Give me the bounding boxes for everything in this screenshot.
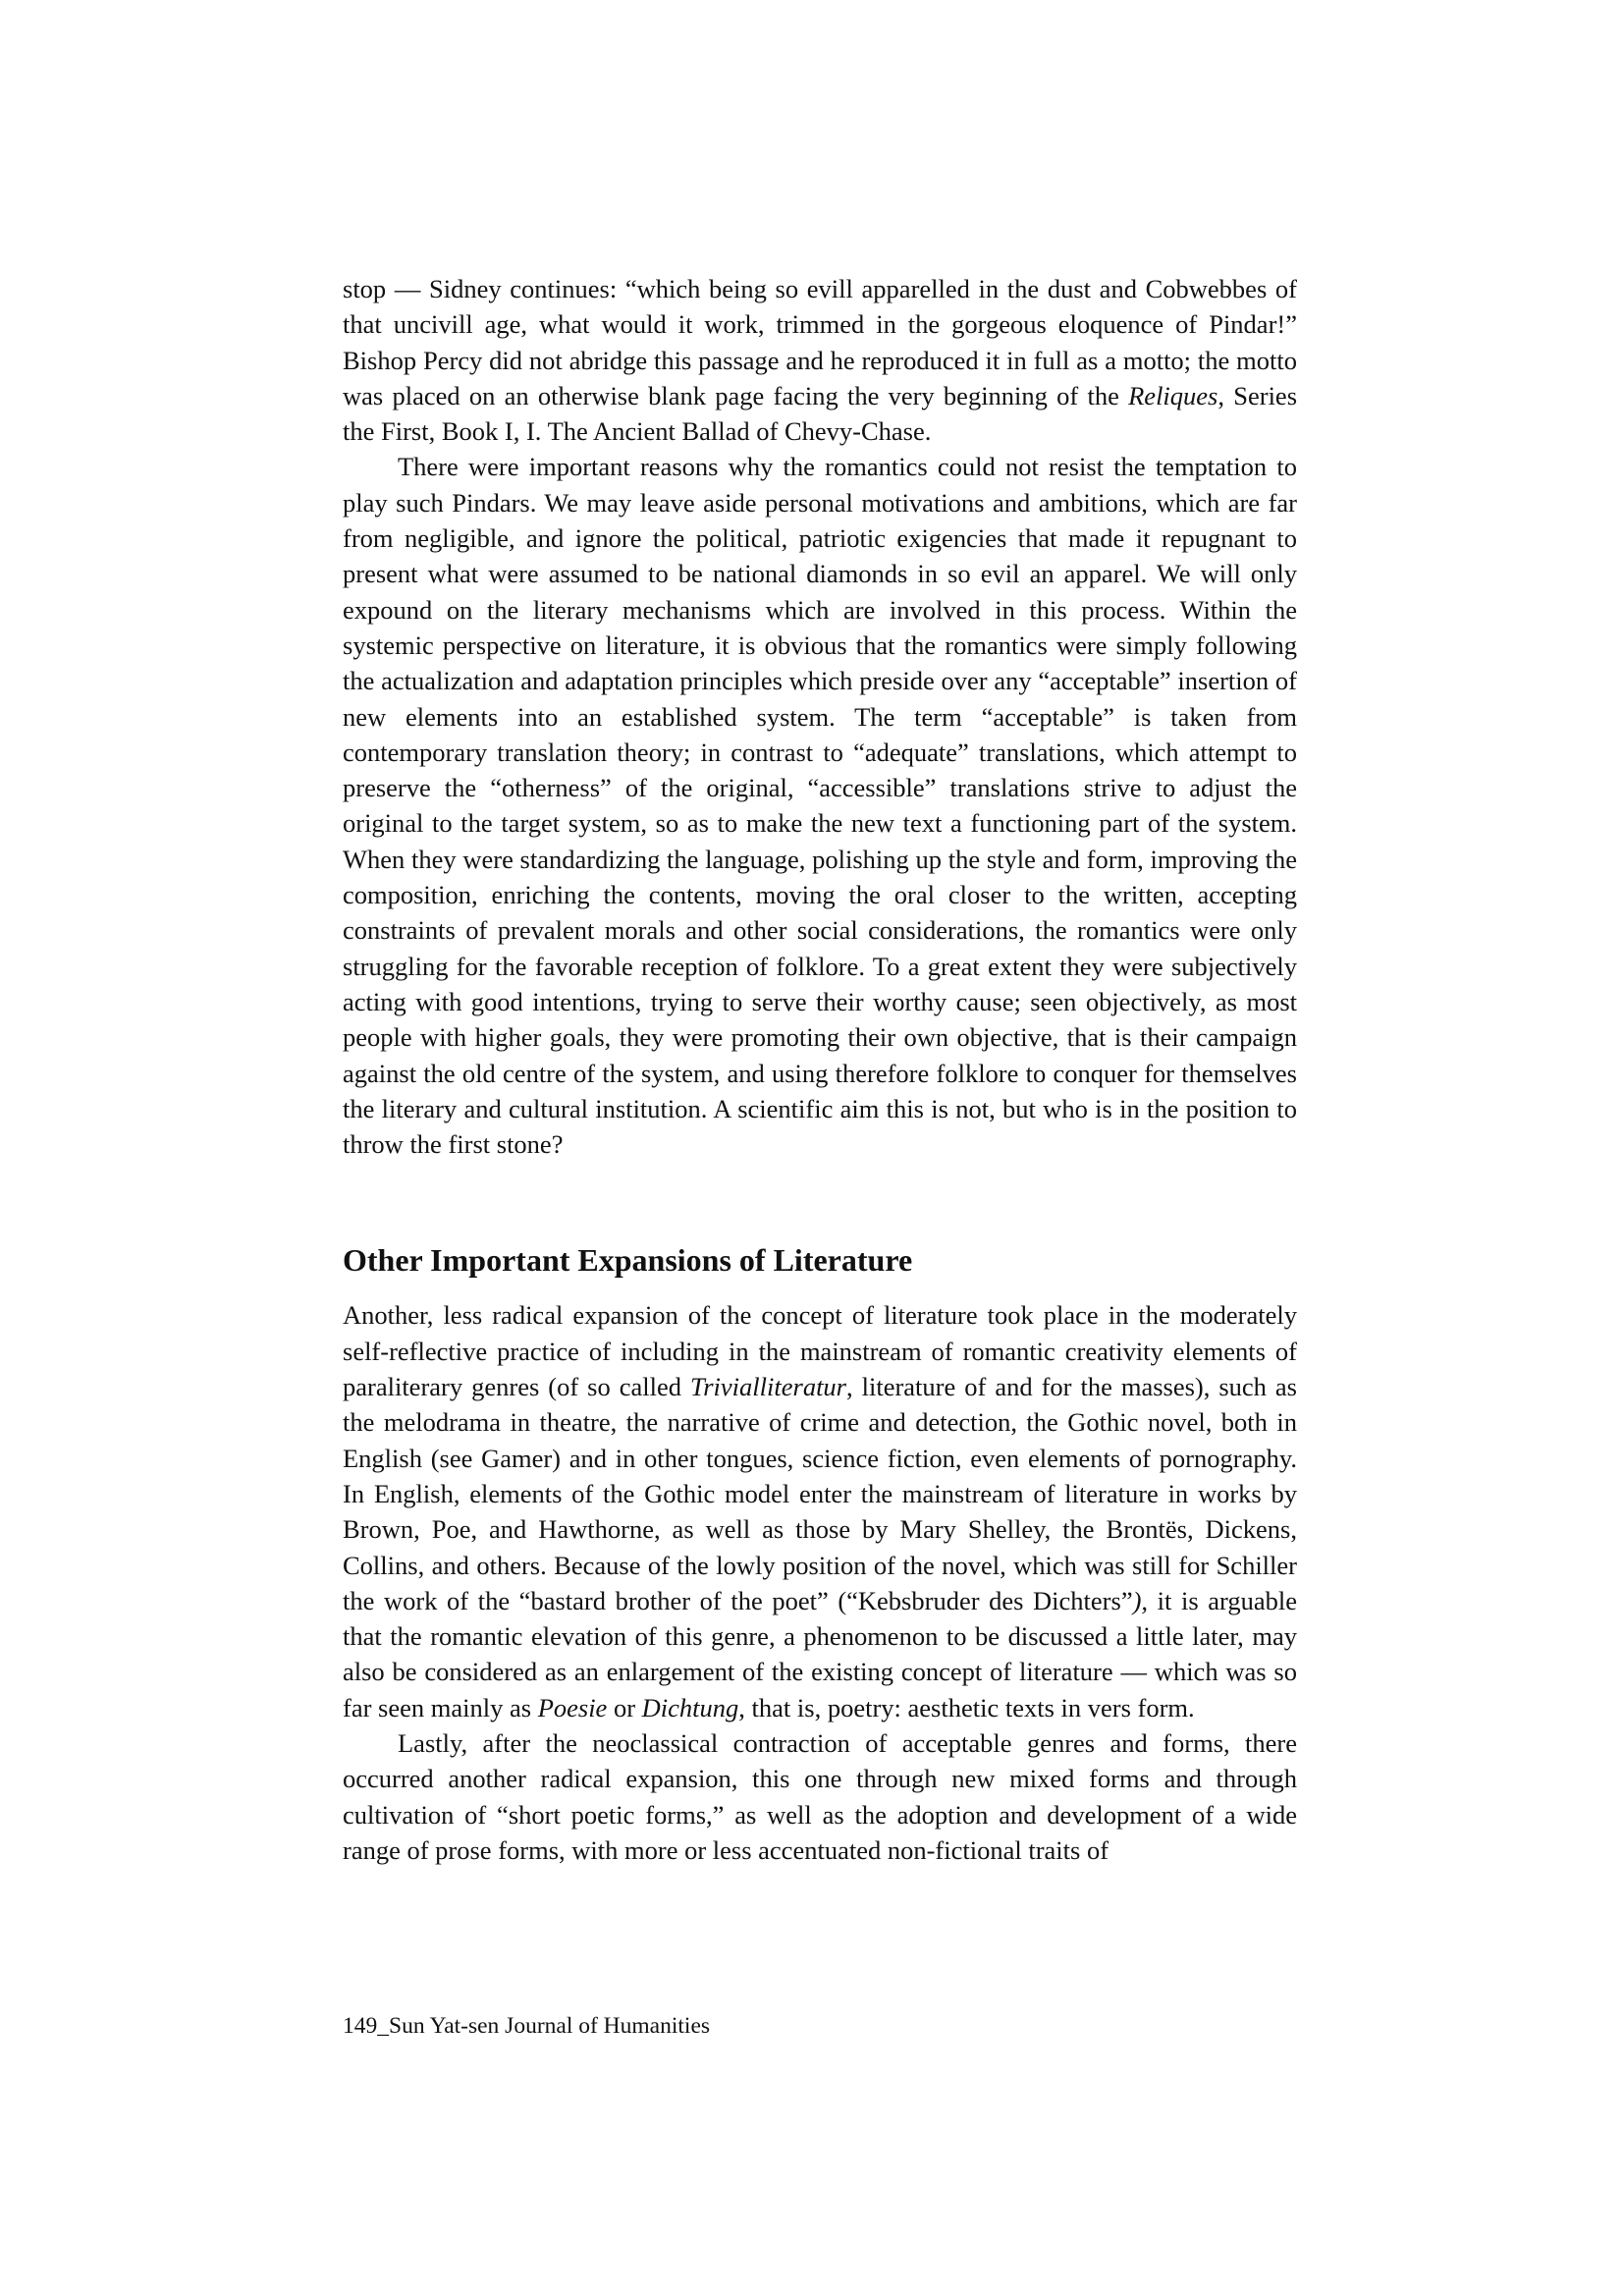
text-run: , that is, poetry: aesthetic texts in vers form.	[738, 1692, 1195, 1722]
italic-text-run: Dichtung	[641, 1692, 739, 1722]
page-footer: 149_Sun Yat-sen Journal of Humanities	[343, 2013, 711, 2039]
text-run: it is arguable that the romantic elevation of this genre, a phenomenon to be discussed a little later, may also be considered as an enlargement of the existing concept of literature — which was so far seen mainly as	[343, 1585, 1297, 1722]
text-run: , Series the First, Book I, I. The Ancient Ballad of Chevy-Chase.	[343, 380, 1298, 447]
body-paragraph	[343, 449, 1297, 1162]
text-run: or	[607, 1692, 642, 1722]
italic-text-run: Poesie	[537, 1692, 608, 1722]
body-paragraph	[343, 1725, 1297, 1868]
section-paragraphs	[343, 1297, 1297, 1868]
section-spacer	[343, 1162, 1297, 1240]
body-paragraph	[343, 1297, 1297, 1725]
section-heading: Other Important Expansions of Literature	[343, 1242, 913, 1279]
text-run: Lastly, after the neoclassical contraction of acceptable genres and forms, there occurred another radical expansion, this one through new mixed forms and through cultivation of “short poetic forms,” as well as the adoption and development of a wide range of prose forms, with more or less accentuated non-fictional traits of	[343, 1727, 1297, 1865]
italic-text-run: Reliques	[1128, 380, 1218, 410]
intro-paragraphs	[343, 271, 1297, 1162]
text-run: , literature of and for the masses), such as the melodrama in theatre, the narrative of crime and detection, the Gothic novel, both in English (see Gamer) and in other tongues, science fiction, even elements of pornography. In English, elements of the Gothic model enter the mainstream of literature in works by Brown, Poe, and Hawthorne, as well as those by Mary Shelley, the Brontës, Dickens, Collins, and others. Because of the lowly position of the novel, which was still for Schiller the work of the “bastard brother of the poet” (“Kebsbruder des Dichters”	[343, 1372, 1297, 1615]
text-run: Another, less radical expansion of the concept of literature took place in the moderately self-reflective practice of including in the mainstream of romantic creativity elements of paraliterary genres (of so called	[343, 1300, 1297, 1402]
italic-text-run: ),	[1132, 1585, 1149, 1615]
italic-text-run: Trivialliteratur	[689, 1372, 846, 1402]
heading-spacer	[343, 1280, 1297, 1297]
body-paragraph	[343, 271, 1297, 449]
text-run: There were important reasons why the romantics could not resist the temptation to play such Pindars. We may leave aside personal motivations and ambitions, which are far from negligible, and ignore the political, patriotic exigencies that made it repugnant to present what were assumed to be national diamonds in so evil an apparel. We will only expound on the literary mechanisms which are involved in this process. Within the systemic perspective on literature, it is obvious that the romantics were simply following the actualization and adaptation principles which preside over any “acceptable” insertion of new elements into an established system. The term “acceptable” is taken from contemporary translation theory; in contrast to “adequate” translations, which attempt to preserve the “otherness” of the original, “accessible” translations strive to adjust the original to the target system, so as to make the new text a functioning part of the system. When they were standardizing the language, polishing up the style and form, improving the composition, enriching the contents, moving the oral closer to the written, accepting constraints of prevalent morals and other social considerations, the romantics were only struggling for the favorable reception of folklore. To a great extent they were subjectively acting with good intentions, trying to serve their worthy cause; seen objectively, as most people with higher goals, they were promoting their own objective, that is their campaign against the old centre of the system, and using therefore folklore to conquer for themselves the literary and cultural institution. A scientific aim this is not, but who is in the position to throw the first stone?	[343, 452, 1297, 1160]
page-body	[343, 271, 1297, 1868]
text-run: stop — Sidney continues: “which being so evill apparelled in the dust and Cobwebbes of that uncivill age, what would it work, trimmed in the gorgeous eloquence of Pindar!” Bishop Percy did not abridge this passage and he reproduced it in full as a motto; the motto was placed on an otherwise blank page facing the very beginning of the	[343, 274, 1297, 410]
